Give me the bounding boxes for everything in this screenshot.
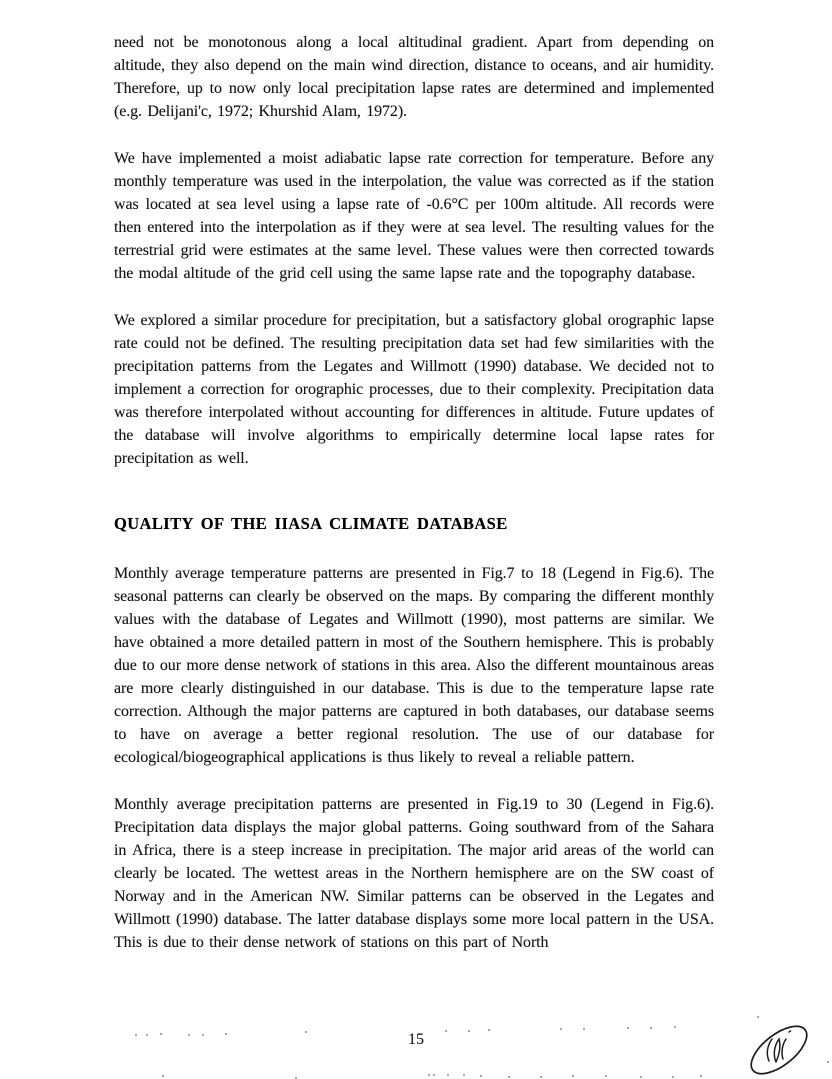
body-paragraph: We have implemented a moist adiabatic lapse rate correction for temperature. Before any monthly temperature was used in the interpolation, the value was corrected as if the station was located at sea level using a lapse rate of -0.6°C per 100m altitude. All records were then entered into the interpolation as if they were at sea level. The resulting values for the terrestrial grid were estimates at the same level. These values were then corrected towards the modal altitude of the grid cell using the same lapse rate and the topography database. bbox=[114, 150, 714, 282]
body-paragraph: Monthly average precipitation patterns are presented in Fig.19 to 30 (Legend in Fig.6). Precipitation data displays the major global patterns. Going southward from of the Sahara in Africa, there is a steep increase in precipitation. The major arid areas of the world can clearly be located. The wettest areas in the Northern hemisphere are on the SW coast of Norway and in the American NW. Similar patterns can be observed in the Legates and Willmott (1990) database. The latter database displays some more local pattern in the USA. This is due to their dense network of stations on this part of North bbox=[114, 796, 714, 951]
section-heading: QUALITY OF THE IIASA CLIMATE DATABASE bbox=[114, 514, 508, 533]
body-paragraph: Monthly average temperature patterns are presented in Fig.7 to 18 (Legend in Fig.6). The seasonal patterns can clearly be observed on the maps. By comparing the different monthly values with the database of Legates and Willmott (1990), most patterns are similar. We have obtained a more detailed pattern in most of the Southern hemisphere. This is probably due to our more dense network of stations in this area. Also the different mountainous areas are more clearly distinguished in our database. This is due to the temperature lapse rate correction. Although the major patterns are captured in both databases, our database seems to have on average a better regional resolution. The use of our database for ecological/biogeographical applications is thus likely to reveal a reliable pattern. bbox=[114, 565, 714, 766]
body-paragraph: We explored a similar procedure for precipitation, but a satisfactory global orographic lapse rate could not be defined. The resulting precipitation data set had few similarities with the precipitation patterns from the Legates and Willmott (1990) database. We decided not to implement a correction for orographic processes, due to their complexity. Precipitation data was therefore interpolated without accounting for differences in altitude. Future updates of the database will involve algorithms to empirically determine local lapse rates for precipitation as well. bbox=[114, 312, 714, 467]
body-paragraph: need not be monotonous along a local altitudinal gradient. Apart from depending on altitude, they also depend on the main wind direction, distance to oceans, and air humidity. Therefore, up to now only local precipitation lapse rates are determined and implemented (e.g. Delijani'c, 1972; Khurshid Alam, 1972). bbox=[114, 34, 714, 120]
handwritten-oval-mark bbox=[738, 1008, 822, 1078]
text-column bbox=[114, 31, 714, 978]
page-number: 15 bbox=[408, 1031, 424, 1048]
